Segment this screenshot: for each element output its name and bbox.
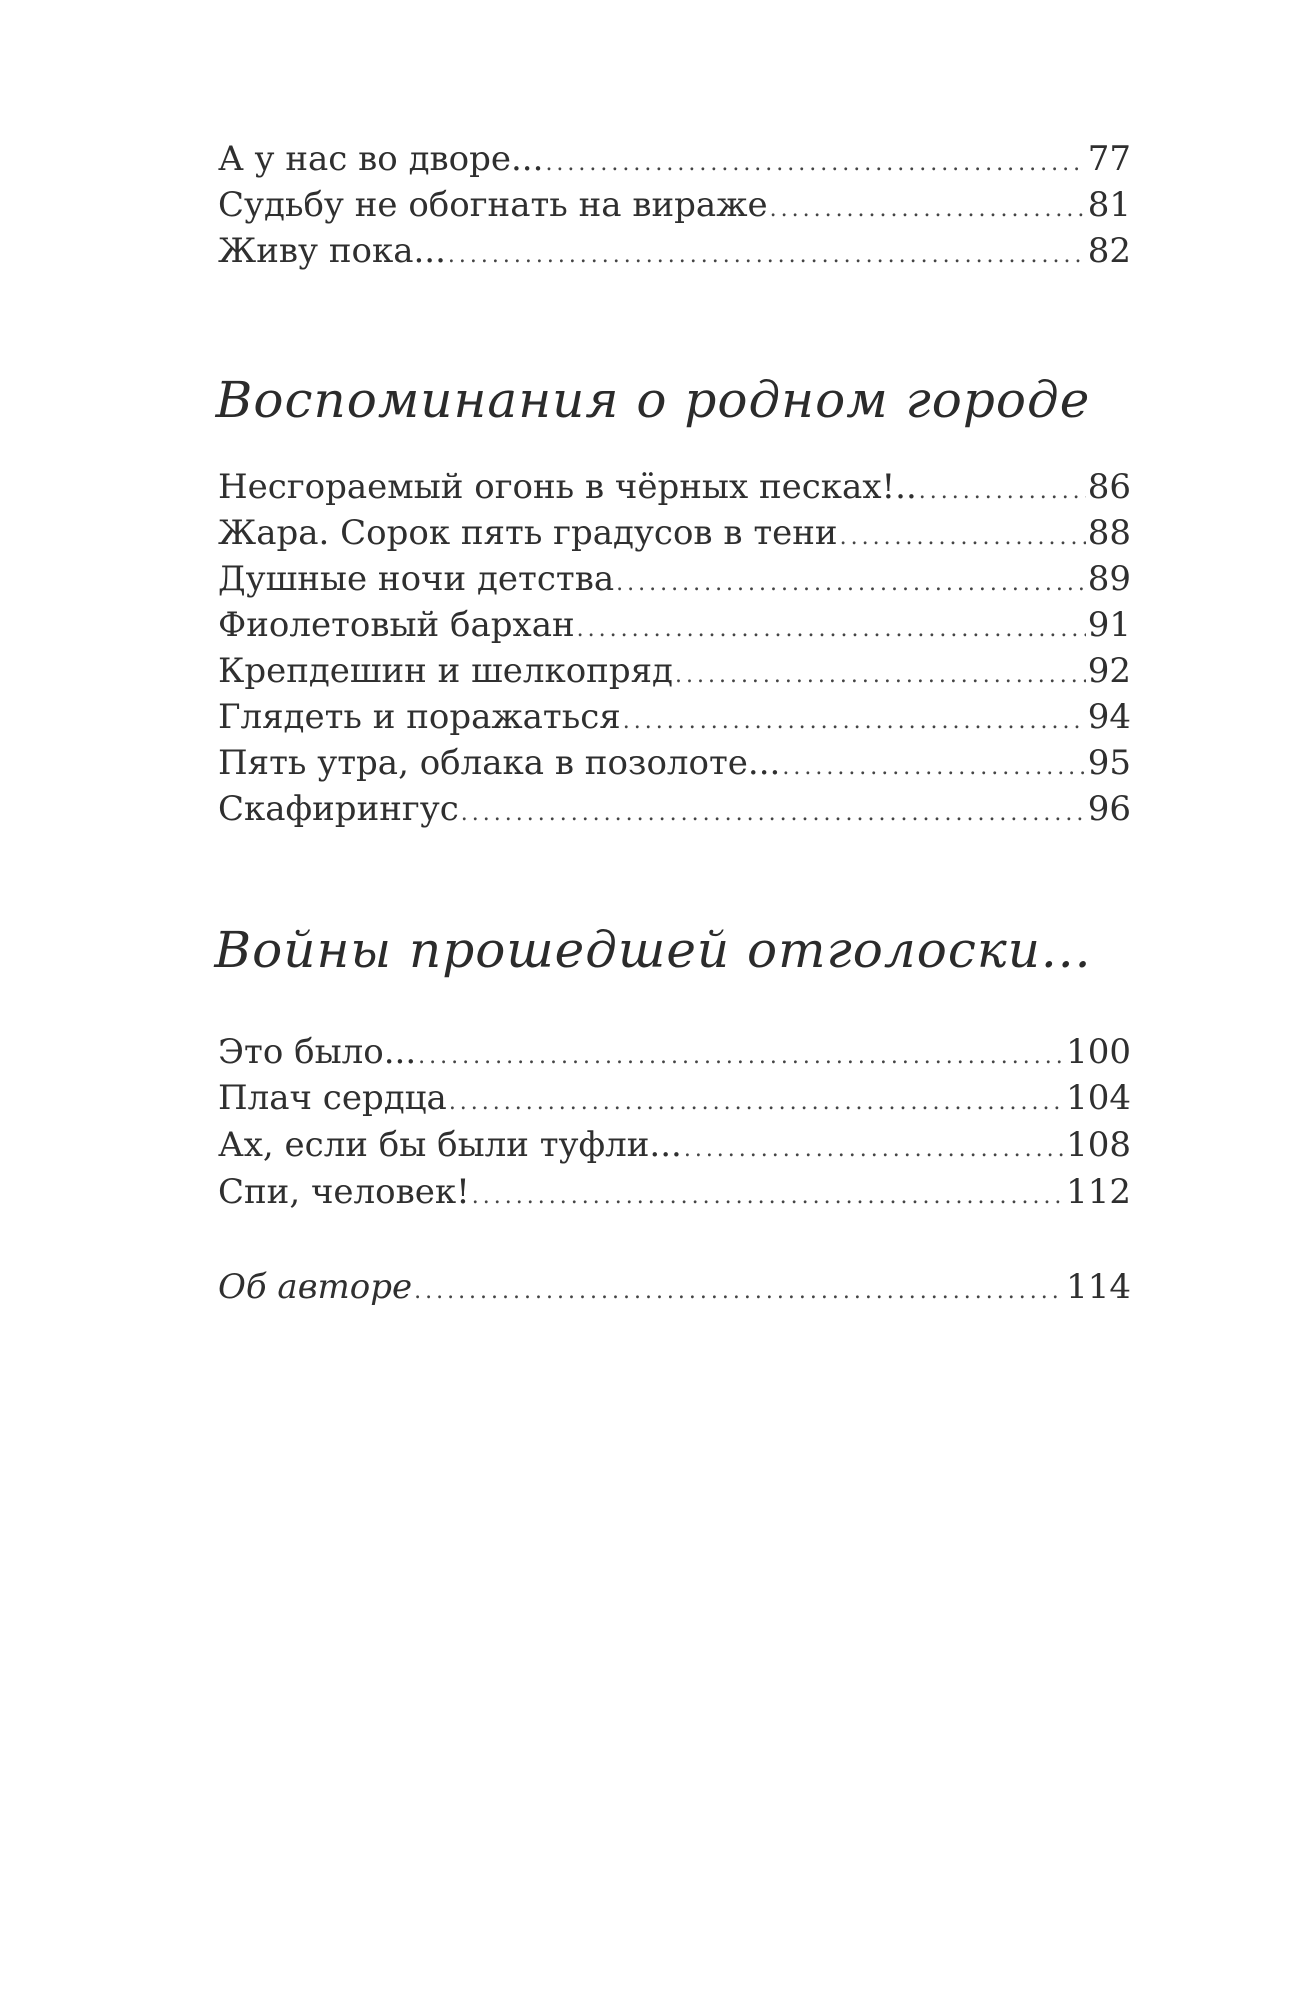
toc-entry-title: Живу пока... xyxy=(218,231,446,271)
dot-leader xyxy=(840,516,1086,560)
toc-entry-title: Плач сердца xyxy=(218,1078,447,1118)
toc-entry-page: 114 xyxy=(1066,1267,1131,1307)
dot-leader xyxy=(472,1175,1064,1219)
toc-entry-title: Жара. Сорок пять градусов в тени xyxy=(218,513,838,553)
dot-leader xyxy=(449,1081,1064,1125)
toc-entry xyxy=(218,1076,1131,1120)
dot-leader xyxy=(684,1128,1064,1172)
toc-entry-page: 100 xyxy=(1066,1032,1131,1072)
dot-leader xyxy=(418,1035,1064,1079)
toc-entry-page: 92 xyxy=(1087,651,1131,691)
toc-entry-page: 112 xyxy=(1066,1172,1131,1212)
toc-entry xyxy=(218,1170,1131,1214)
toc-entry xyxy=(218,229,1131,273)
toc-entry xyxy=(218,1030,1131,1074)
toc-entry-title: Это было... xyxy=(218,1032,417,1072)
dot-leader xyxy=(623,700,1086,744)
toc-entry xyxy=(218,557,1131,601)
toc-entry xyxy=(218,741,1131,785)
toc-entry-page: 89 xyxy=(1087,559,1131,599)
toc-entry-title: Судьбу не обогнать на вираже xyxy=(218,185,768,225)
section-heading: Воспоминания о родном городе xyxy=(215,371,1091,429)
toc-entry xyxy=(218,695,1131,739)
toc-entry-title: А у нас во дворе... xyxy=(218,139,544,179)
toc-entry-page: 88 xyxy=(1087,513,1131,553)
toc-entry-page: 91 xyxy=(1087,605,1131,645)
toc-entry-title: Глядеть и поражаться xyxy=(218,697,621,737)
toc-entry-title: Душные ночи детства xyxy=(218,559,615,599)
toc-entry-title: Пять утра, облака в позолоте... xyxy=(218,743,781,783)
toc-entry-about xyxy=(218,1265,1131,1309)
toc-entry-title: Крепдешин и шелкопряд xyxy=(218,651,673,691)
toc-entry-title: Спи, человек! xyxy=(218,1172,470,1212)
dot-leader xyxy=(616,562,1086,606)
dot-leader xyxy=(448,234,1086,278)
dot-leader xyxy=(545,142,1085,186)
toc-entry-page: 95 xyxy=(1087,743,1131,783)
toc-entry-page: 104 xyxy=(1066,1078,1131,1118)
dot-leader xyxy=(414,1270,1064,1314)
toc-entry-title: Несгораемый огонь в чёрных песках!.. xyxy=(218,467,917,507)
toc-entry xyxy=(218,1123,1131,1167)
toc-entry xyxy=(218,787,1131,831)
toc-entry-page: 96 xyxy=(1087,789,1131,829)
toc-entry-page: 77 xyxy=(1087,139,1131,179)
dot-leader xyxy=(919,470,1086,514)
dot-leader xyxy=(675,654,1086,698)
toc-entry xyxy=(218,137,1131,181)
toc-entry xyxy=(218,465,1131,509)
toc-entry-page: 86 xyxy=(1087,467,1131,507)
dot-leader xyxy=(461,792,1086,836)
toc-entry-page: 82 xyxy=(1087,231,1131,271)
toc-entry-title: Ах, если бы были туфли... xyxy=(218,1125,682,1165)
toc-entry-page: 81 xyxy=(1087,185,1131,225)
toc-entry xyxy=(218,603,1131,647)
toc-entry-title: Фиолетовый бархан xyxy=(218,605,575,645)
toc-entry-page: 94 xyxy=(1087,697,1131,737)
toc-entry xyxy=(218,511,1131,555)
dot-leader xyxy=(577,608,1086,652)
toc-entry-title: Об авторе xyxy=(218,1267,413,1307)
section-heading: Войны прошедшей отголоски... xyxy=(214,921,1092,979)
toc-entry-title: Скафирингус xyxy=(218,789,459,829)
toc-entry-page: 108 xyxy=(1066,1125,1131,1165)
dot-leader xyxy=(770,188,1086,232)
dot-leader xyxy=(782,746,1085,790)
toc-entry xyxy=(218,183,1131,227)
toc-entry xyxy=(218,649,1131,693)
